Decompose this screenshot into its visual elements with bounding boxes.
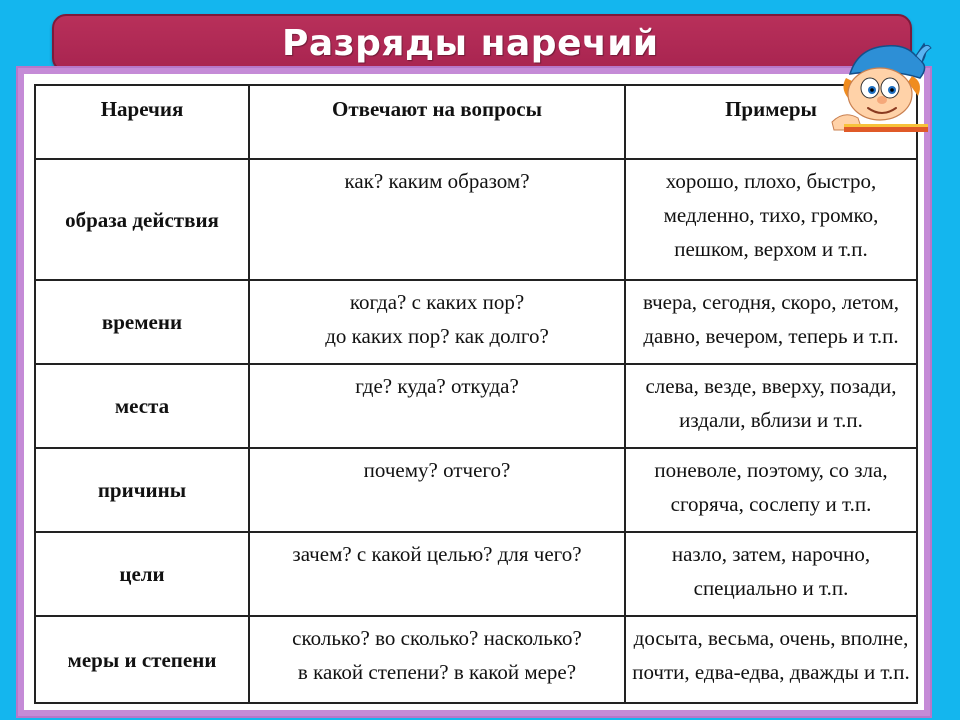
table-row (35, 532, 917, 616)
questions-cell (249, 532, 625, 616)
table-row (35, 280, 917, 364)
table-row (35, 364, 917, 448)
example-line: почти, едва-едва, дважды и т.п. (632, 660, 910, 684)
header-questions: Отвечают на вопросы (249, 85, 625, 159)
title-bar (52, 14, 912, 72)
example-line: специально и т.п. (693, 576, 849, 600)
question-line: как? каким образом? (344, 169, 530, 193)
question-line: сколько? во сколько? насколько? (292, 626, 582, 650)
example-line: поневоле, поэтому, со зла, (654, 458, 888, 482)
category-cell: причины (35, 448, 249, 532)
category-cell: цели (35, 532, 249, 616)
examples-cell (625, 448, 917, 532)
header-adverbs: Наречия (35, 85, 249, 159)
table-frame (18, 68, 930, 716)
category-cell: места (35, 364, 249, 448)
category-cell: времени (35, 280, 249, 364)
header-examples: Примеры (625, 85, 917, 159)
examples-cell (625, 364, 917, 448)
question-line: почему? отчего? (363, 458, 511, 482)
cartoon-boy-icon (828, 38, 932, 132)
question-line: когда? с каких пор? (349, 290, 525, 314)
table-row (35, 616, 917, 703)
questions-cell (249, 280, 625, 364)
question-line: где? куда? откуда? (355, 374, 519, 398)
example-line: досыта, весьма, очень, вполне, (633, 626, 909, 650)
example-line: давно, вечером, теперь и т.п. (643, 324, 899, 348)
questions-cell (249, 448, 625, 532)
question-line: зачем? с какой целью? для чего? (292, 542, 582, 566)
examples-cell (625, 616, 917, 703)
category-cell: образа действия (35, 159, 249, 280)
questions-cell (249, 616, 625, 703)
examples-cell (625, 280, 917, 364)
examples-cell (625, 159, 917, 280)
example-line: назло, затем, нарочно, (671, 542, 871, 566)
example-line: слева, везде, вверху, позади, (645, 374, 897, 398)
example-line: пешком, верхом и т.п. (674, 237, 868, 261)
example-line: хорошо, плохо, быстро, (665, 169, 877, 193)
example-line: сгоряча, сослепу и т.п. (670, 492, 872, 516)
table-row (35, 159, 917, 280)
slide-title: Разряды наречий (282, 23, 659, 64)
category-cell: меры и степени (35, 616, 249, 703)
question-line: в какой степени? в какой мере? (297, 660, 577, 684)
table-header-row (35, 85, 917, 159)
example-line: издали, вблизи и т.п. (679, 408, 863, 432)
table-row (35, 448, 917, 532)
questions-cell (249, 159, 625, 280)
questions-cell (249, 364, 625, 448)
examples-cell (625, 532, 917, 616)
example-line: вчера, сегодня, скоро, летом, (642, 290, 900, 314)
question-line: до каких пор? как долго? (325, 324, 549, 348)
example-line: медленно, тихо, громко, (663, 203, 879, 227)
adverb-table (34, 84, 918, 704)
